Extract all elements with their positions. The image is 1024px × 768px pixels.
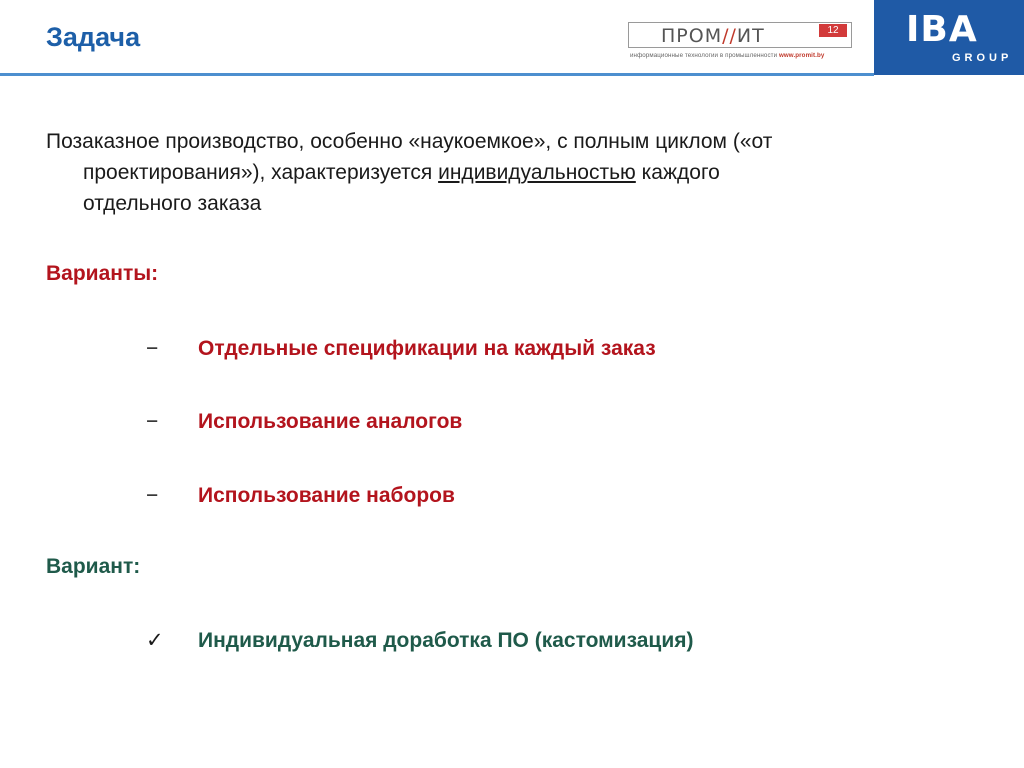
promit-wordmark-left: ПРОМ	[661, 25, 723, 47]
variant-item	[146, 484, 455, 508]
promit-logo-frame	[628, 22, 852, 48]
chosen-variant-heading: Вариант:	[46, 555, 141, 578]
variant-item-label: Использование аналогов	[198, 410, 463, 433]
chosen-variant-item	[146, 628, 694, 653]
intro-line-2	[46, 157, 956, 188]
promit-wordmark	[661, 24, 765, 48]
chosen-variant-label: Индивидуальная доработка ПО (кастомизация)	[198, 629, 694, 652]
promit-url: www.promit.by	[778, 52, 825, 59]
promit-logo	[626, 19, 856, 67]
promit-tagline-text: информационные технологии в промышленности	[630, 52, 778, 59]
intro-line-2-end: каждого	[635, 161, 720, 184]
slide-title: Задача	[46, 22, 141, 52]
variants-heading: Варианты:	[46, 262, 159, 285]
checkmark-bullet-icon: ✓	[146, 629, 164, 652]
intro-emphasis: индивидуальностью	[438, 161, 636, 184]
promit-slash-icon: //	[722, 25, 737, 47]
iba-group-label: GROUP	[952, 52, 1013, 64]
intro-line-3: отдельного заказа	[83, 192, 262, 215]
intro-line-1: Позаказное производство, особенно «наукоемкое», с полным циклом («от	[46, 130, 773, 153]
promit-wordmark-right: ИТ	[736, 25, 765, 47]
intro-paragraph	[46, 126, 956, 219]
iba-group-logo	[874, 0, 1024, 75]
header-divider	[0, 73, 874, 76]
variant-item	[146, 337, 656, 361]
promit-year-badge: 12	[819, 24, 847, 37]
iba-wordmark: IBA	[906, 9, 978, 50]
intro-line-2-start: проектирования»), характеризуется	[83, 161, 439, 184]
variant-item	[146, 410, 462, 434]
variant-item-label: Использование наборов	[198, 484, 455, 507]
variant-item-label: Отдельные спецификации на каждый заказ	[198, 337, 656, 360]
dash-bullet-icon: −	[146, 337, 159, 360]
promit-tagline	[630, 52, 824, 59]
dash-bullet-icon: −	[146, 484, 159, 507]
dash-bullet-icon: −	[146, 410, 159, 433]
